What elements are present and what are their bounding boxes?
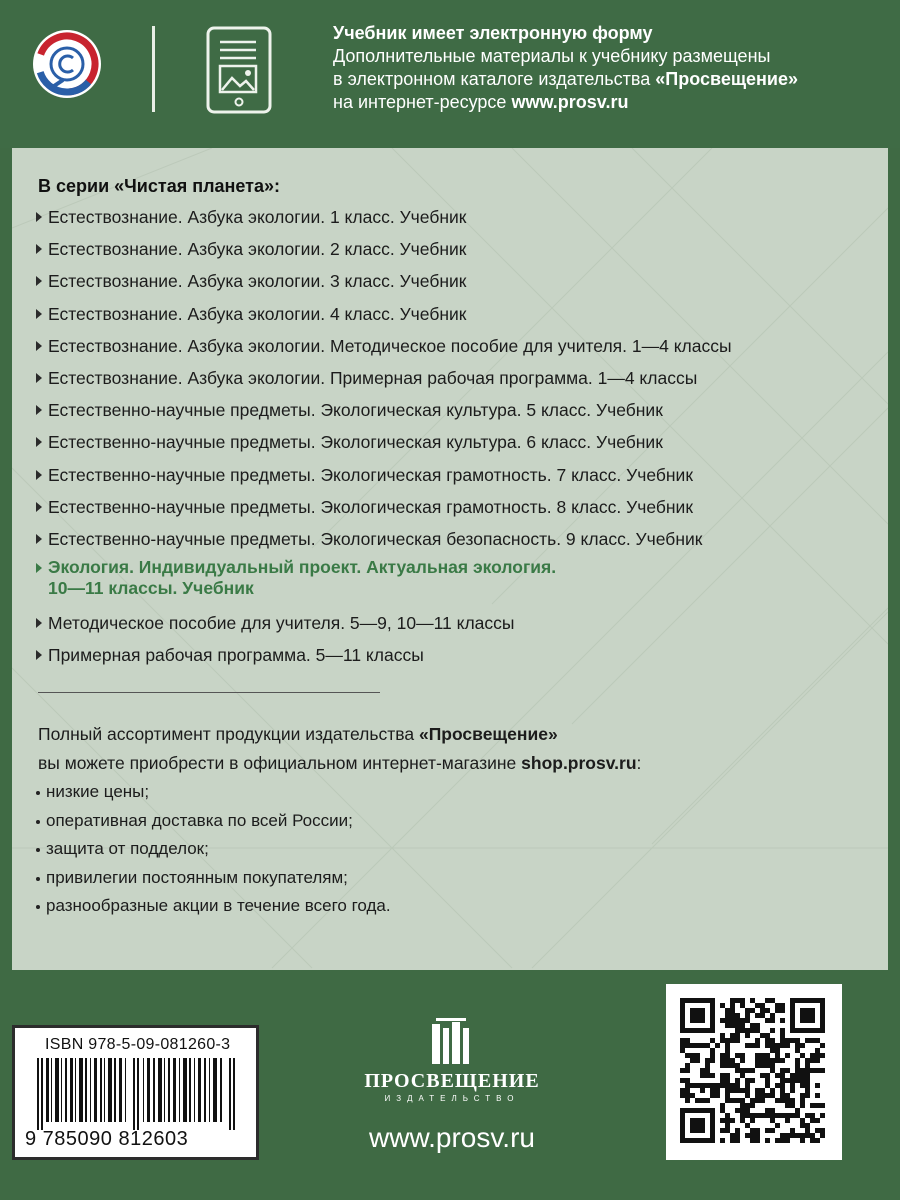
barcode-icon [37,1058,237,1130]
list-item-text: Естественно-научные предметы. Экологическая грамотность. 8 класс. Учебник [48,496,693,517]
triangle-bullet-icon [36,373,42,383]
tablet-icon [206,26,272,114]
benefit-item [36,778,391,807]
list-item-text: Естествознание. Азбука экологии. 2 класс. Учебник [48,239,467,260]
list-item [36,493,732,525]
triangle-bullet-icon [36,309,42,319]
benefits-list [36,778,391,921]
benefit-item [36,892,391,921]
copyright-logo-icon [33,30,101,98]
dot-bullet-icon [36,848,40,852]
barcode-digits: 9 785090 812603 [25,1128,189,1150]
qr-code[interactable] [666,984,842,1160]
shop-line2-text: вы можете приобрести в официальном интернет-магазине [38,753,522,773]
triangle-bullet-icon [36,534,42,544]
list-item [36,267,732,299]
list-item-text: Естествознание. Азбука экологии. Примерная рабочая программа. 1—4 классы [48,367,698,388]
dot-bullet-icon [36,791,40,795]
list-item-text: Естественно-научные предметы. Экологическая культура. 5 класс. Учебник [48,400,663,421]
triangle-bullet-icon [36,212,42,222]
triangle-bullet-icon [36,405,42,415]
triangle-bullet-icon [36,276,42,286]
header-title: Учебник имеет электронную форму [333,23,653,43]
list-item-text: Естествознание. Азбука экологии. Методическое пособие для учителя. 1—4 классы [48,335,732,356]
publisher-name: ПРОСВЕЩЕНИЕ [364,1070,540,1092]
electronic-form-notice [333,22,893,114]
publisher-logo-icon [432,1018,472,1066]
benefit-text: низкие цены; [46,782,150,801]
benefit-item [36,835,391,864]
dot-bullet-icon [36,877,40,881]
series-title: В серии «Чистая планета»: [38,176,281,196]
triangle-bullet-icon [36,563,42,573]
header-line2-text: в электронном каталоге издательства [333,69,656,89]
highlight-line1: Экология. Индивидуальный проект. Актуальная экология. [48,557,557,578]
list-item-text: Примерная рабочая программа. 5—11 классы [48,645,424,666]
triangle-bullet-icon [36,650,42,660]
qr-code-icon [666,984,842,1160]
publisher-site-link[interactable]: www.prosv.ru [369,1122,535,1153]
highlight-line2: 10—11 классы. Учебник [48,578,254,599]
list-item-text: Естествознание. Азбука экологии. 3 класс. Учебник [48,271,467,292]
benefit-text: оперативная доставка по всей России; [46,810,353,830]
list-item [36,641,732,673]
list-item [36,203,732,235]
header-line1: Дополнительные материалы к учебнику размещены [333,46,771,66]
benefit-text: защита от подделок; [46,839,209,858]
list-item [36,396,732,428]
shop-line1-text: Полный ассортимент продукции издательства [38,724,419,744]
highlighted-list-item [36,557,732,609]
shop-line2-colon: : [636,753,642,773]
list-item [36,609,732,641]
isbn-label: ISBN 978-5-09-081260-3 [45,1036,231,1053]
list-item-text: Естественно-научные предметы. Экологическая грамотность. 7 класс. Учебник [48,464,693,485]
isbn-barcode-box [12,1025,259,1160]
triangle-bullet-icon [36,470,42,480]
triangle-bullet-icon [36,502,42,512]
header-site-link[interactable]: www.prosv.ru [511,92,629,112]
list-item [36,461,732,493]
triangle-bullet-icon [36,437,42,447]
series-list [36,203,732,673]
shop-site-link[interactable]: shop.prosv.ru [521,753,637,773]
list-item [36,364,732,396]
header-line3 [333,91,893,114]
shop-line2 [38,749,641,778]
benefit-item [36,864,391,893]
benefit-text: разнообразные акции в течение всего года. [46,896,391,915]
shop-notice [38,720,641,778]
list-item [36,525,732,557]
header-line2 [333,68,893,91]
dot-bullet-icon [36,820,40,824]
header-publisher: «Просвещение» [655,69,799,89]
content-panel [12,148,888,970]
triangle-bullet-icon [36,618,42,628]
list-item [36,332,732,364]
benefit-item [36,807,391,836]
triangle-bullet-icon [36,341,42,351]
shop-line1 [38,720,641,749]
list-item [36,235,732,267]
dot-bullet-icon [36,905,40,909]
header-band [0,0,900,148]
list-item-text: Естествознание. Азбука экологии. 4 класс. Учебник [48,303,467,324]
shop-publisher: «Просвещение» [418,724,558,744]
benefit-text: привилегии постоянным покупателям; [46,867,348,887]
list-item-text: Естественно-научные предметы. Экологическая культура. 6 класс. Учебник [48,432,663,453]
header-line3-text: на интернет-ресурсе [333,92,512,112]
panel-content [12,148,888,970]
list-item-text: Естествознание. Азбука экологии. 1 класс. Учебник [48,207,467,227]
triangle-bullet-icon [36,244,42,254]
list-item [36,300,732,332]
header-divider [152,26,155,112]
publisher-subtitle: ИЗДАТЕЛЬСТВО [384,1094,520,1103]
list-item-text: Естественно-научные предметы. Экологическая безопасность. 9 класс. Учебник [48,528,703,549]
list-item [36,428,732,460]
section-divider [38,692,380,693]
list-item-text: Методическое пособие для учителя. 5—9, 10—11 классы [48,613,515,634]
